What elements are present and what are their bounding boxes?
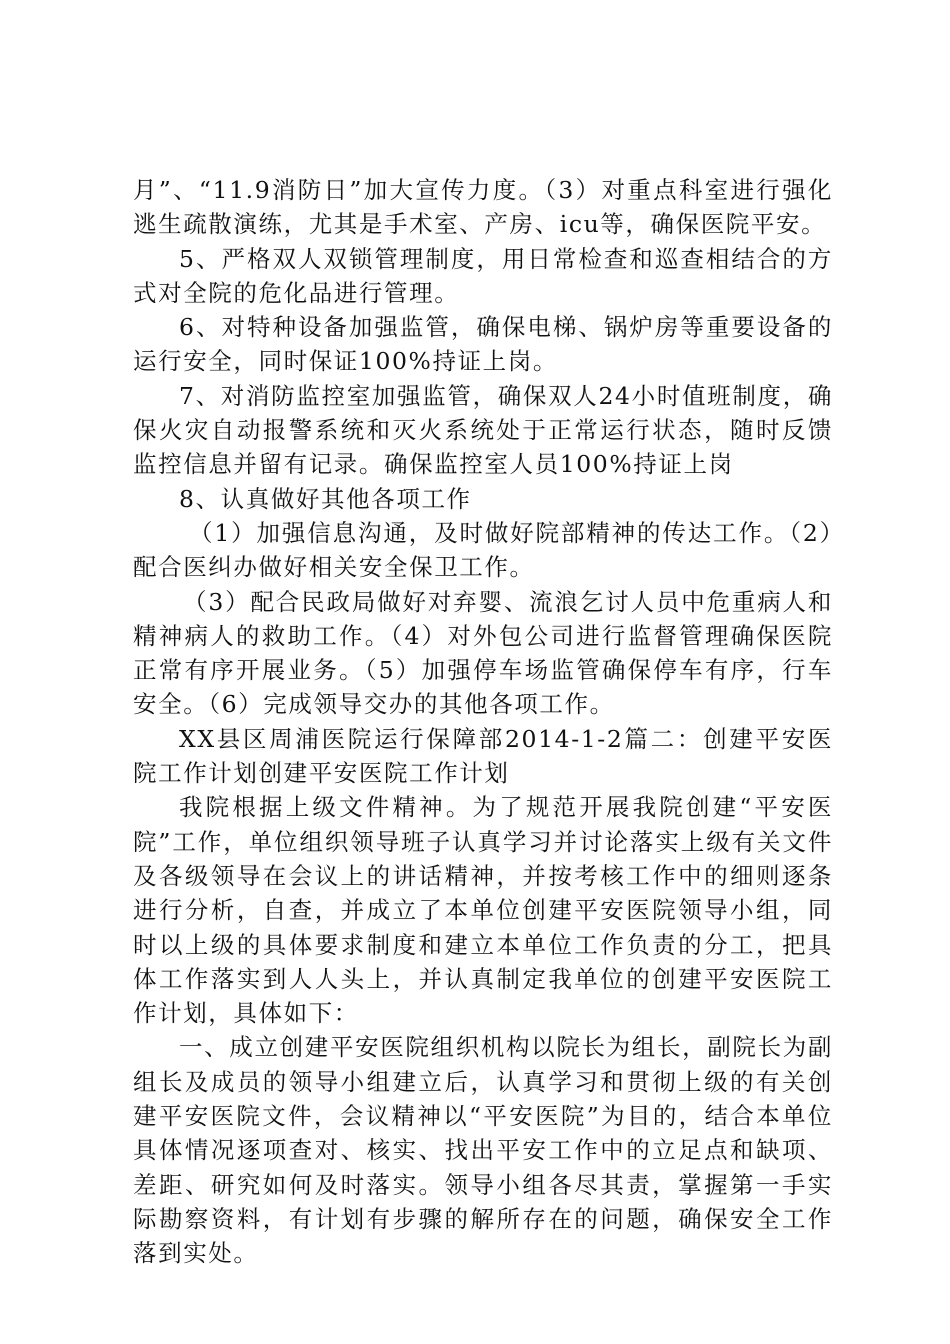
paragraph-item-8-sub-1-2: （1）加强信息沟通，及时做好院部精神的传达工作。（2）配合医纠办做好相关安全保卫工作。 [133, 518, 833, 582]
paragraph-item-7: 7、对消防监控室加强监管，确保双人24小时值班制度，确保火灾自动报警系统和灭火系统处于正常运行状态，随时反馈监控信息并留有记录。确保监控室人员100%持证上岗 [133, 381, 833, 479]
paragraph-fire-publicity: 月”、“11.9消防日”加大宣传力度。（3）对重点科室进行强化逃生疏散演练，尤其是手术室、产房、icu等，确保医院平安。 [133, 176, 833, 239]
document-body [133, 173, 833, 1271]
paragraph-intro: 我院根据上级文件精神。为了规范开展我院创建“平安医院”工作，单位组织领导班子认真学习并讨论落实上级有关文件及各级领导在会议上的讲话精神，并按考核工作中的细则逐条进行分析，自查，并成立了本单位创建平安医院领导小组，同时以上级的具体要求制度和建立本单位工作负责的分工，把具体工作落实到人人头上，并认真制定我单位的创建平安医院工作计划，具体如下： [133, 793, 833, 1028]
paragraph-item-6: 6、对特种设备加强监管，确保电梯、锅炉房等重要设备的运行安全，同时保证100%持证上岗。 [133, 313, 833, 376]
paragraph-signature-and-heading: XX县区周浦医院运行保障部2014-1-2篇二：创建平安医院工作计划创建平安医院工作计划 [133, 724, 833, 788]
paragraph-item-8-sub-3-6: （3）配合民政局做好对弃婴、流浪乞讨人员中危重病人和精神病人的救助工作。（4）对外包公司进行监督管理确保医院正常有序开展业务。（5）加强停车场监管确保停车有序，行车安全。（6）完成领导交办的其他各项工作。 [133, 587, 833, 719]
paragraph-section-1: 一、成立创建平安医院组织机构以院长为组长，副院长为副组长及成员的领导小组建立后，认真学习和贯彻上级的有关创建平安医院文件，会议精神以“平安医院”为目的，结合本单位具体情况逐项查对、核实、找出平安工作中的立足点和缺项、差距、研究如何及时落实。领导小组各尽其责，掌握第一手实际勘察资料，有计划有步骤的解所存在的问题，确保安全工作落到实处。 [133, 1033, 833, 1268]
paragraph-item-8: 8、认真做好其他各项工作 [179, 484, 472, 513]
paragraph-item-5: 5、严格双人双锁管理制度，用日常检查和巡查相结合的方式对全院的危化品进行管理。 [133, 244, 833, 307]
